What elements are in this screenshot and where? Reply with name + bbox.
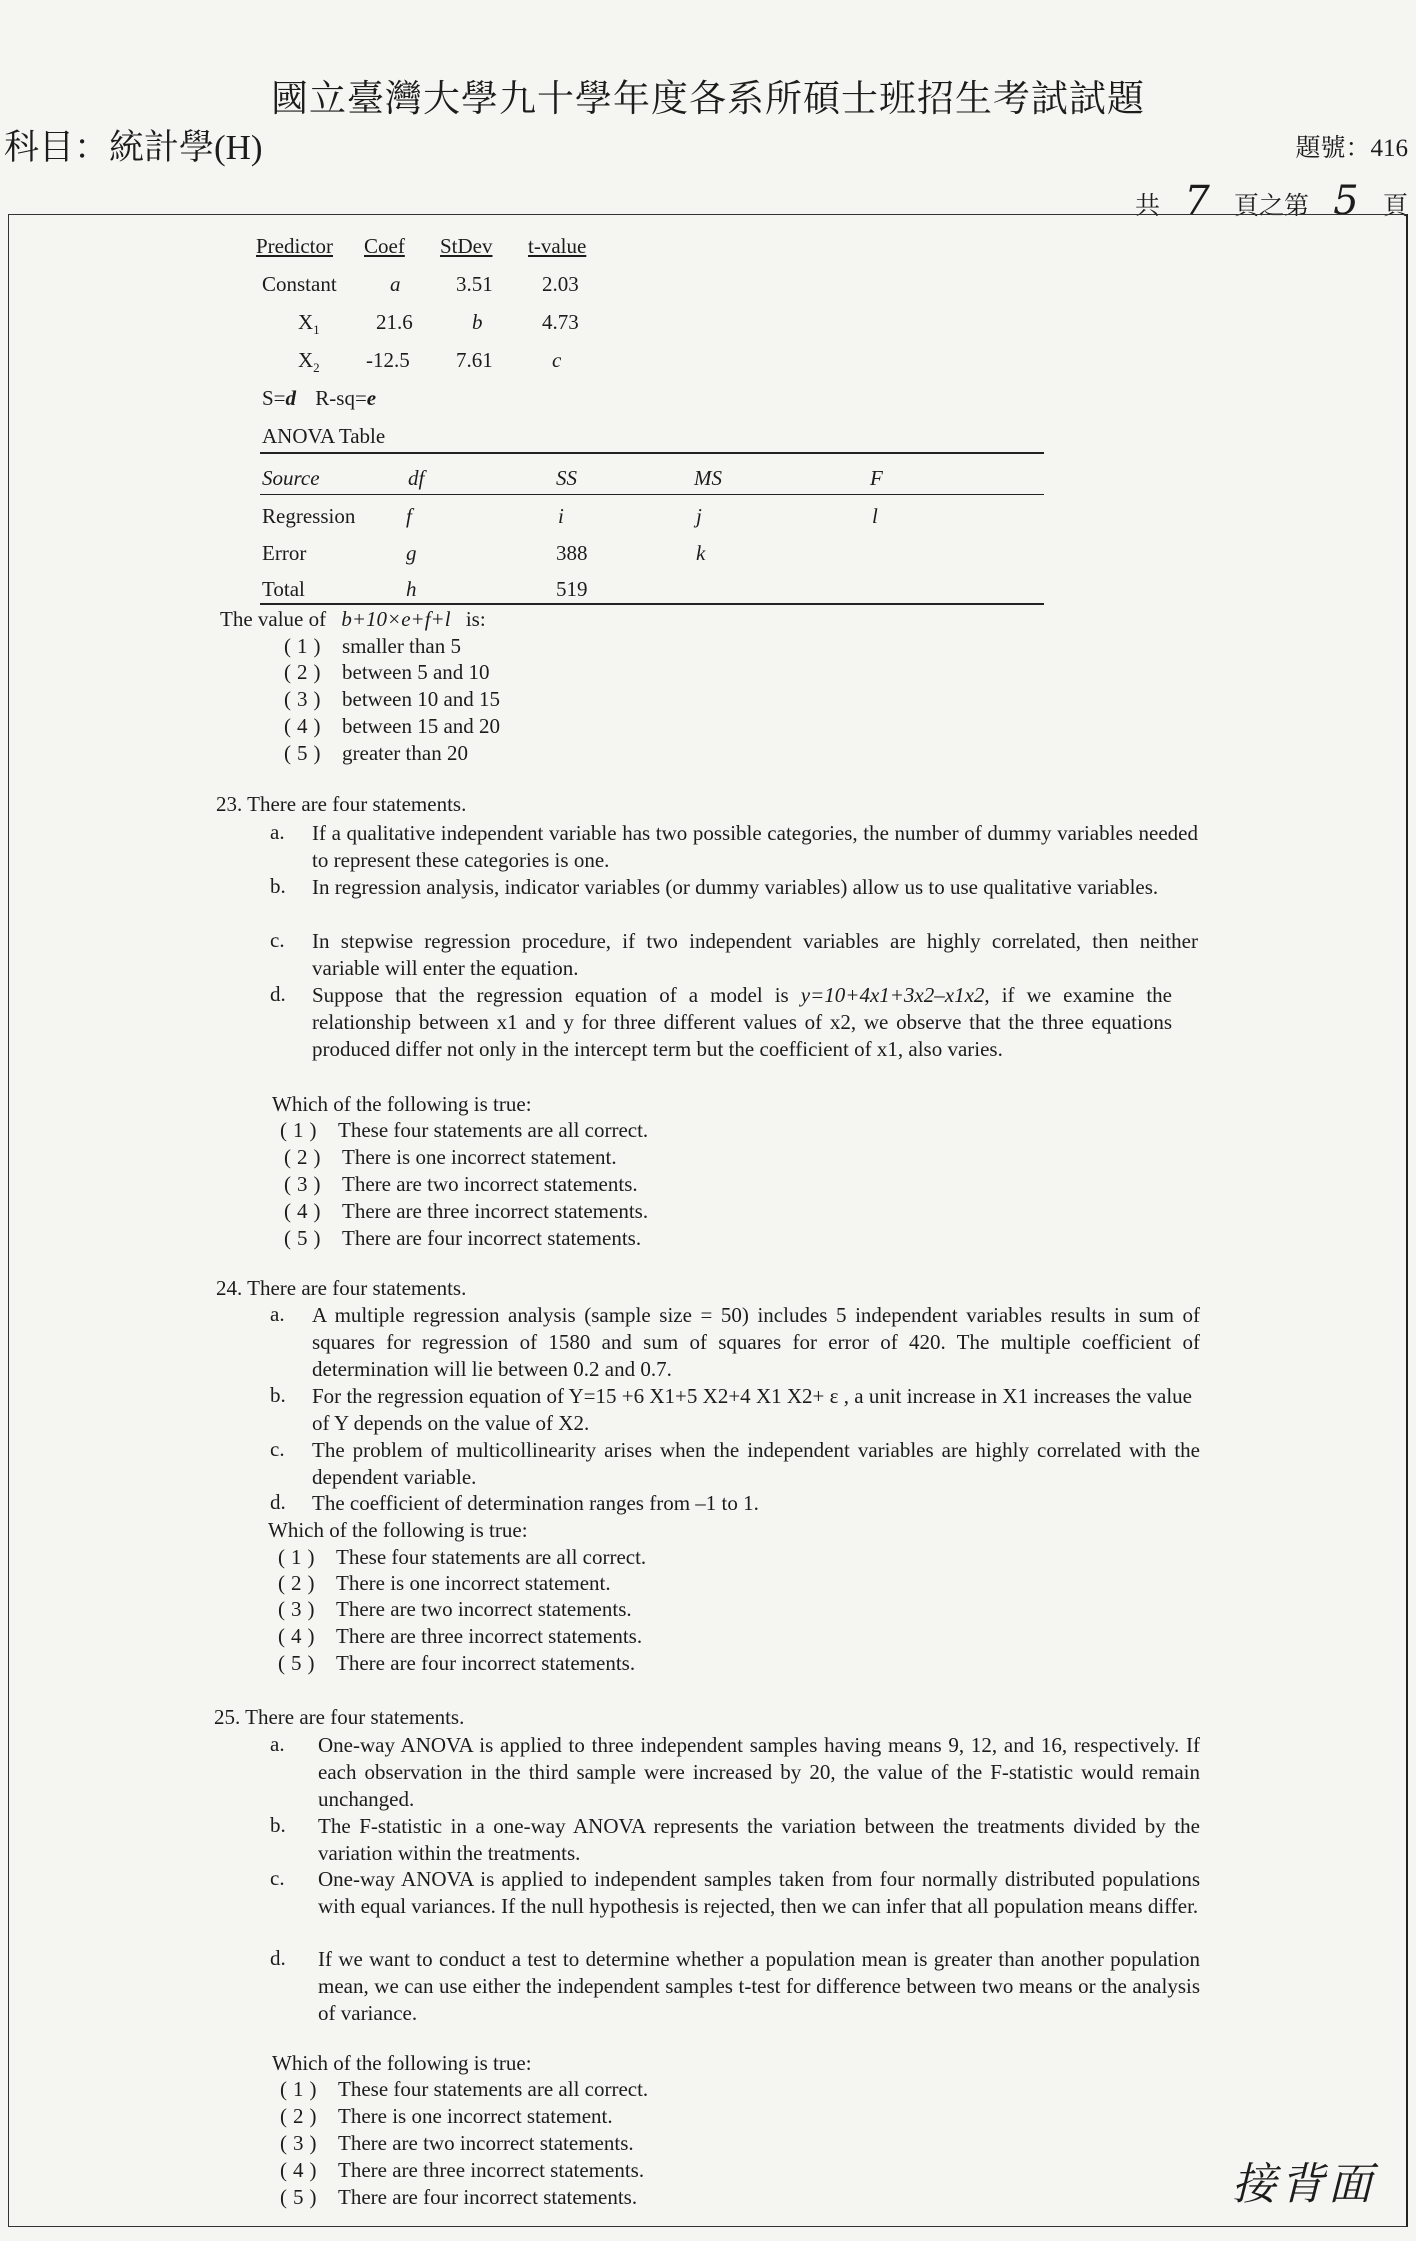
statement-letter: d. xyxy=(270,1946,286,1970)
q23-stem: 23. There are four statements. xyxy=(216,792,467,816)
q24-statement-a: A multiple regression analysis (sample size = 50) includes 5 independent variables results in sum of squares for regression of 1580 and sum of squares for error of 420. The multiple coefficient of determination will lie between 0.2 and 0.7. xyxy=(312,1303,1200,1381)
option-item: (2) There is one incorrect statement. xyxy=(278,1571,611,1595)
coef-row-coef: -12.5 xyxy=(366,348,410,372)
coef-row-stdev: 3.51 xyxy=(456,272,493,296)
anova-header-ss: SS xyxy=(556,466,577,490)
q24-statement-d: The coefficient of determination ranges from –1 to 1. xyxy=(312,1491,759,1515)
anova-cell-source: Regression xyxy=(262,504,356,528)
option-item: (3) between 10 and 15 xyxy=(284,687,501,711)
page-suffix: 頁 xyxy=(1382,193,1408,220)
q24-which: Which of the following is true: xyxy=(268,1518,528,1542)
coef-row-coef: a xyxy=(390,272,401,296)
option-item: (5) greater than 20 xyxy=(284,741,468,765)
option-item: (1) These four statements are all correct. xyxy=(280,1118,649,1142)
anova-cell-ms: k xyxy=(696,541,706,565)
coef-row-tvalue: c xyxy=(552,348,562,372)
exam-title: 國立臺灣大學九十學年度各系所碩士班招生考試試題 xyxy=(271,79,1145,120)
q23-statement-a: If a qualitative independent variable has two possible categories, the number of dummy variables needed to represent these categories is one. xyxy=(312,821,1198,872)
anova-cell-source: Total xyxy=(262,577,305,601)
anova-cell-df: h xyxy=(406,577,417,601)
coef-row-stdev: b xyxy=(472,310,483,334)
option-item: (3) There are two incorrect statements. xyxy=(280,2131,634,2155)
option-item: (4) between 15 and 20 xyxy=(284,714,501,738)
anova-cell-ms: j xyxy=(696,504,702,528)
option-item: (5) There are four incorrect statements. xyxy=(284,1226,642,1250)
q24-statement-c: The problem of multicollinearity arises when the independent variables are highly correlated with the dependent variable. xyxy=(312,1438,1200,1489)
statement-letter: a. xyxy=(270,1732,285,1756)
option-item: (5) There are four incorrect statements. xyxy=(280,2185,638,2209)
anova-cell-ss: 519 xyxy=(556,577,588,601)
option-item: (2) There is one incorrect statement. xyxy=(280,2104,613,2128)
page-total-handwritten: 7 xyxy=(1184,178,1210,224)
q24-stem: 24. There are four statements. xyxy=(216,1276,467,1300)
anova-cell-ss: 388 xyxy=(556,541,588,565)
anova-header-df: df xyxy=(408,466,425,490)
option-item: (4) There are three incorrect statements. xyxy=(278,1624,643,1648)
coef-row-predictor: $X_2$ xyxy=(298,348,320,376)
anova-header-source: Source xyxy=(262,466,320,490)
subject-label: 科目：統計學(H) xyxy=(4,128,263,167)
statement-letter: d. xyxy=(270,1490,286,1514)
option-item: (4) There are three incorrect statements. xyxy=(284,1199,649,1223)
coef-header-predictor: Predictor xyxy=(256,234,333,258)
coef-row-tvalue: 4.73 xyxy=(542,310,579,334)
statement-letter: c. xyxy=(270,928,285,952)
q25-statement-d: If we want to conduct a test to determine whether a population mean is greater than another population mean, we can use either the independent samples t-test for difference between two means or the analysis of variance. xyxy=(318,1947,1200,2025)
statement-letter: b. xyxy=(270,1383,286,1407)
option-item: (3) There are two incorrect statements. xyxy=(284,1172,638,1196)
coef-row-stdev: 7.61 xyxy=(456,348,493,372)
question-number: 題號：416 xyxy=(1295,135,1408,162)
page-total-prefix: 共 xyxy=(1135,193,1161,220)
anova-cell-f: l xyxy=(872,504,878,528)
anova-header-f: F xyxy=(870,466,883,490)
q23-statement-c: In stepwise regression procedure, if two independent variables are highly correlated, then neither variable will enter the equation. xyxy=(312,929,1198,980)
option-item: (5) There are four incorrect statements. xyxy=(278,1651,636,1675)
option-item: (1) smaller than 5 xyxy=(284,634,461,658)
q22-stem: The value of b+10×e+f+l is: xyxy=(220,607,486,631)
statement-letter: c. xyxy=(270,1437,285,1461)
anova-cell-df: g xyxy=(406,541,417,565)
anova-header-ms: MS xyxy=(694,466,722,490)
anova-cell-df: f xyxy=(406,504,412,528)
statement-letter: a. xyxy=(270,820,285,844)
anova-title: ANOVA Table xyxy=(262,424,386,448)
page-current-handwritten: 5 xyxy=(1333,178,1359,224)
coef-row-predictor: Constant xyxy=(262,272,337,296)
coef-row-tvalue: 2.03 xyxy=(542,272,579,296)
statement-letter: a. xyxy=(270,1302,285,1326)
option-item: (2) between 5 and 10 xyxy=(284,660,490,684)
page-middle-text: 頁之第 xyxy=(1234,193,1310,220)
q23-which: Which of the following is true: xyxy=(272,1092,532,1116)
q25-statement-b: The F-statistic in a one-way ANOVA represents the variation between the treatments divided by the variation within the treatments. xyxy=(318,1814,1200,1865)
coef-row-predictor: $X_1$ xyxy=(298,310,320,338)
q25-statement-a: One-way ANOVA is applied to three independent samples having means 9, 12, and 16, respectively. If each observation in the third sample were increased by 20, the value of the F-statistic would remain unchanged. xyxy=(318,1733,1200,1811)
s-rsq-line: S=d R-sq=e xyxy=(262,386,377,410)
continue-on-back-note: 接背面 xyxy=(1232,2159,1376,2210)
coef-header-tvalue: t-value xyxy=(528,234,587,258)
statement-letter: b. xyxy=(270,1813,286,1837)
anova-cell-ss: i xyxy=(558,504,564,528)
option-item: (1) These four statements are all correct. xyxy=(280,2077,649,2101)
q24-statement-b: For the regression equation of Y=15 +6 X1+5 X2+4 X1 X2+ ε , a unit increase in X1 increases the value of Y depends on the value of X2. xyxy=(312,1384,1192,1435)
option-item: (3) There are two incorrect statements. xyxy=(278,1597,632,1621)
q23-statement-b: In regression analysis, indicator variables (or dummy variables) allow us to use qualitative variables. xyxy=(312,875,1159,899)
q25-which: Which of the following is true: xyxy=(272,2051,532,2075)
coef-header-coef: Coef xyxy=(364,234,405,258)
statement-letter: c. xyxy=(270,1866,285,1890)
coef-header-stdev: StDev xyxy=(440,234,493,258)
option-item: (4) There are three incorrect statements. xyxy=(280,2158,645,2182)
coef-row-coef: 21.6 xyxy=(376,310,413,334)
option-item: (1) These four statements are all correct. xyxy=(278,1545,647,1569)
exam-content-frame xyxy=(8,214,1408,2227)
statement-letter: b. xyxy=(270,874,286,898)
q25-statement-c: One-way ANOVA is applied to independent samples taken from four normally distributed populations with equal variances. If the null hypothesis is rejected, then we can infer that all population means differ. xyxy=(318,1867,1200,1918)
statement-letter: d. xyxy=(270,982,286,1006)
q23-statement-d: Suppose that the regression equation of a model is y=10+4x1+3x2–x1x2, if we examine the relationship between x1 and y for three different values of x2, we observe that the three equations produced differ not only in the intercept term but the coefficient of x1, also varies. xyxy=(312,983,1172,1061)
q25-stem: 25. There are four statements. xyxy=(214,1705,465,1729)
option-item: (2) There is one incorrect statement. xyxy=(284,1145,617,1169)
anova-cell-source: Error xyxy=(262,541,307,565)
